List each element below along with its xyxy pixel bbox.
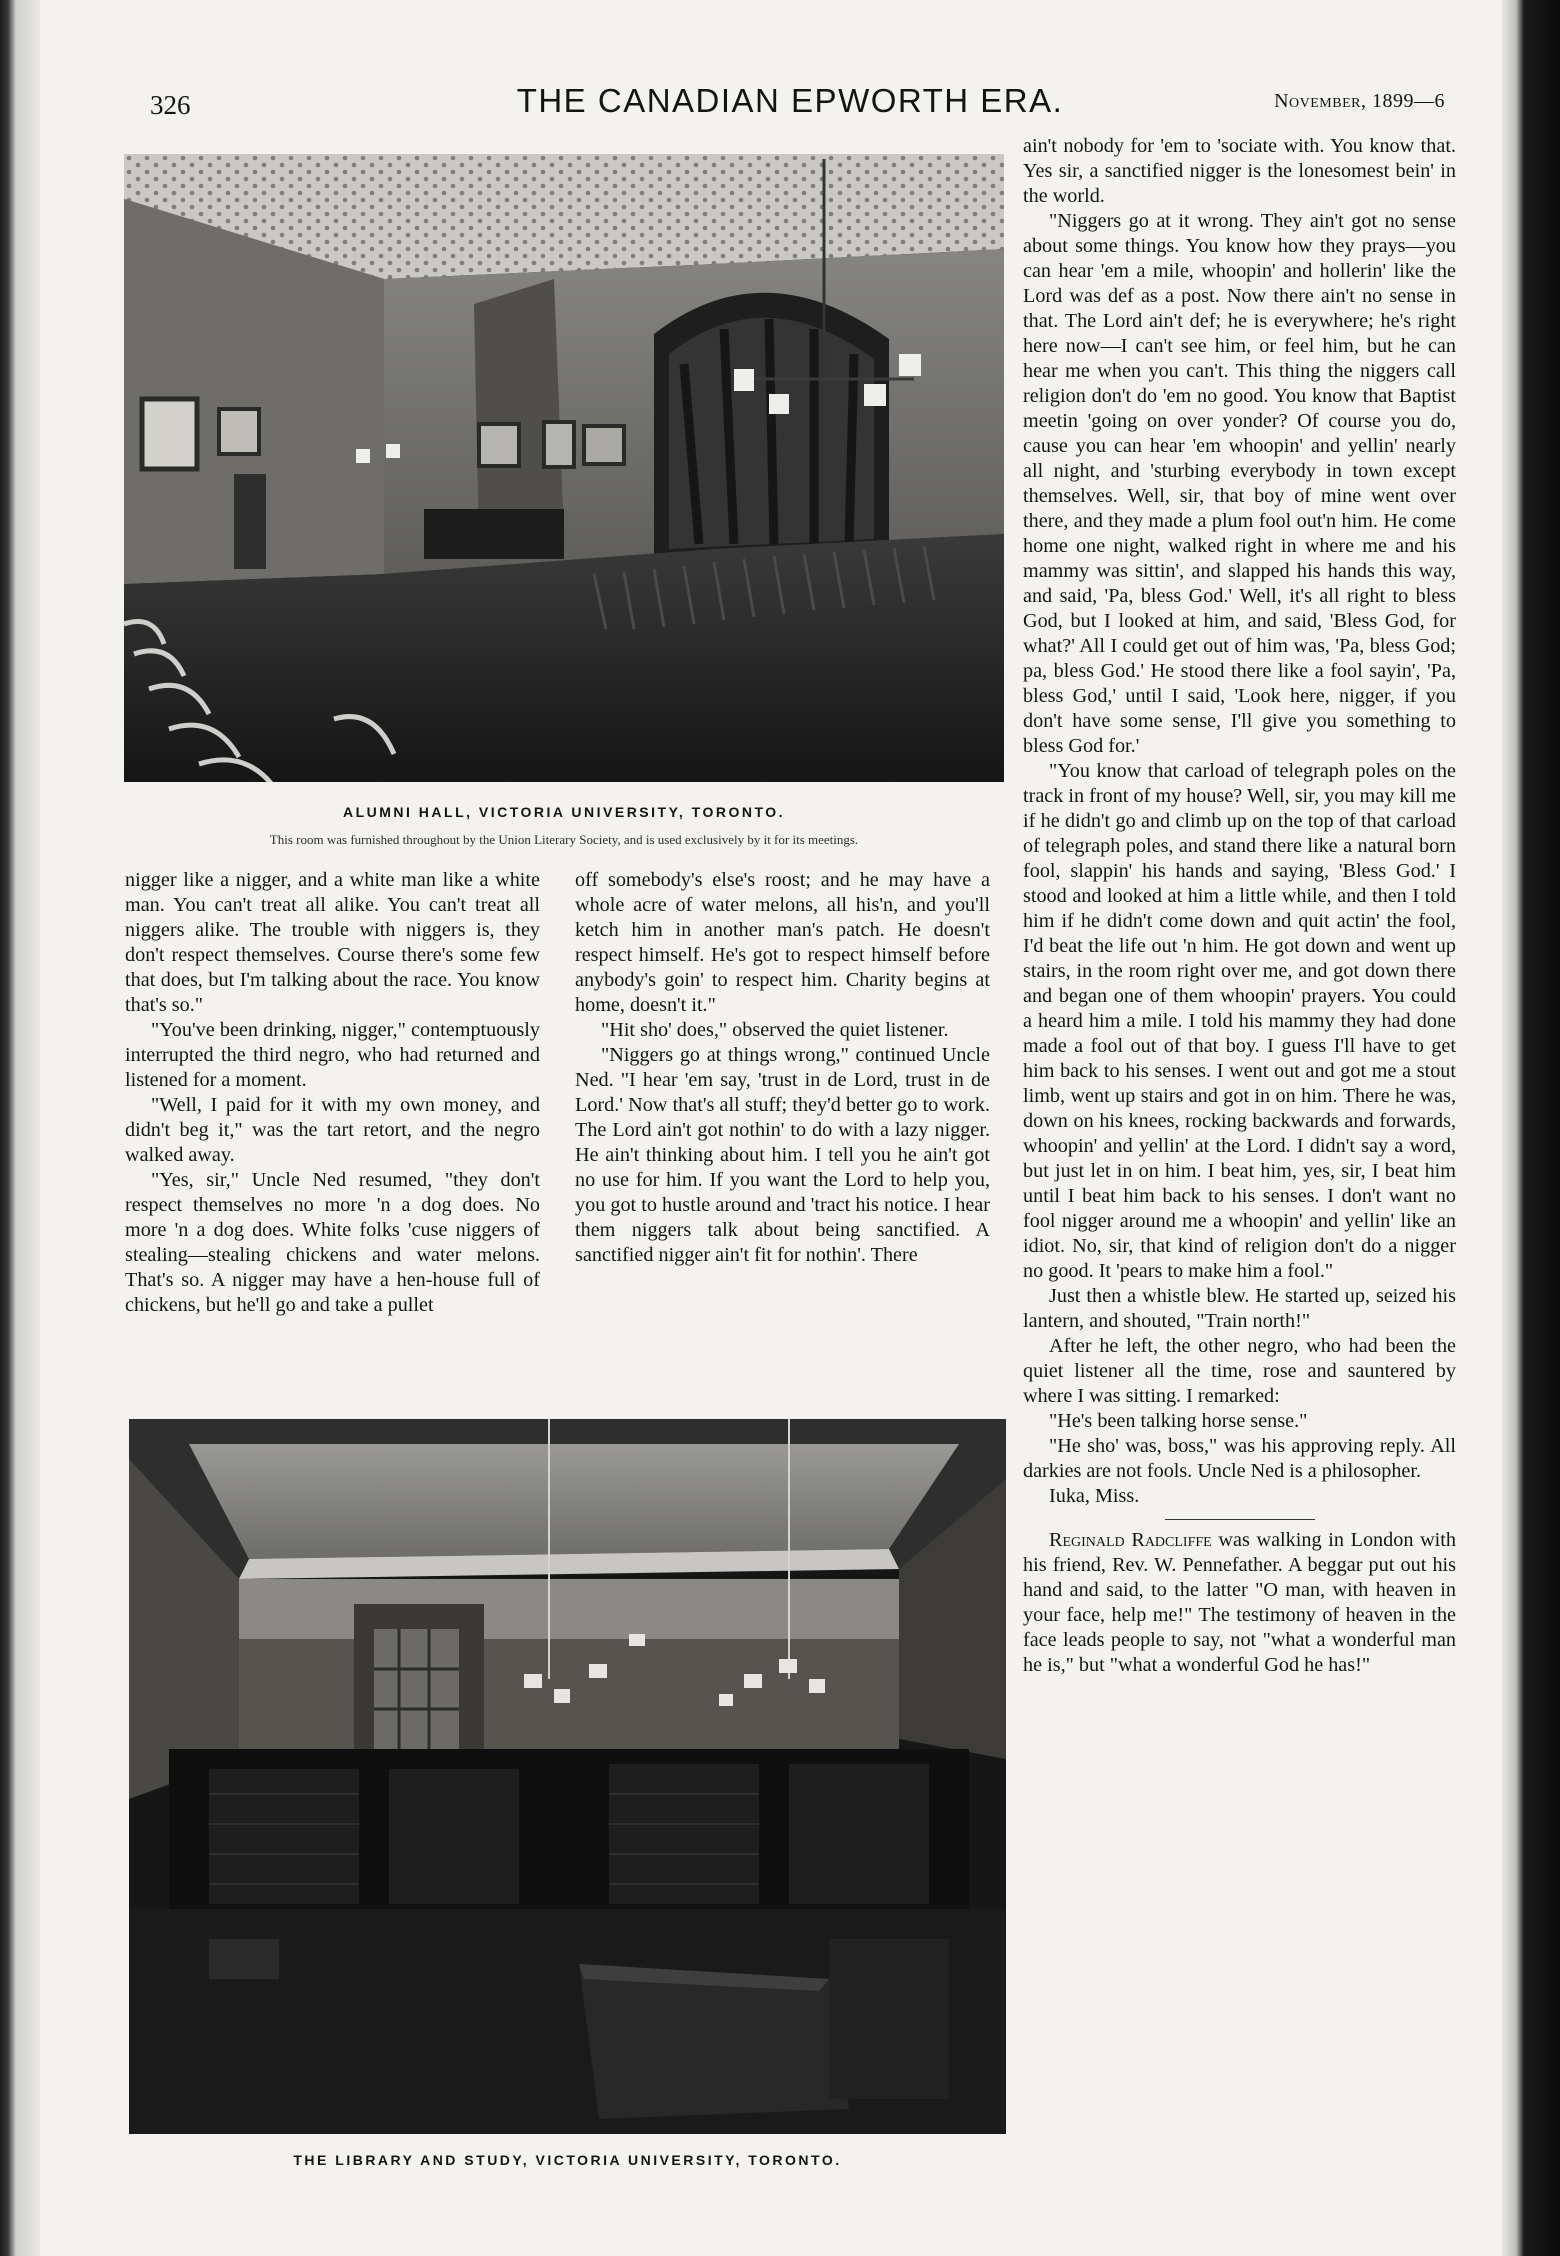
page-header xyxy=(120,82,1460,126)
text-column-left xyxy=(125,868,540,1318)
anecdote-text: was walking in London with his friend, Rev. W. Pennefather. A beggar put out his hand and said, to the latter "O man, with heaven in your face, help me!" The testimony of heaven in the face leads people to say, not "what a wonderful man he is," but "what a wonderful God he has!" xyxy=(1023,1529,1456,1676)
paragraph: "Niggers go at things wrong," continued Uncle Ned. "I hear 'em say, 'trust in de Lord, trust in de Lord.' Now that's all stuff; they'd better go to work. The Lord ain't got nothin' to do with a lazy nigger. He ain't thinking about him. I tell you he ain't got no use for him. If you want the Lord to help you, you got to hustle around and 'tract his notice. I hear them niggers talk about being sanctified. A sanctified nigger ain't fit for nothin'. There xyxy=(575,1044,990,1266)
issue-date: November, 1899—6 xyxy=(1274,90,1445,112)
text-column-right xyxy=(1023,134,1456,1678)
paragraph: "Niggers go at it wrong. They ain't got no sense about some things. You know how they prays—you can hear 'em a mile, whoopin' and hollerin' like the Lord was def as a post. Now there ain't no sense in that. The Lord ain't def; he is everywhere; he's right here now—I can't see him, or feel him, but he can hear me when you can't. This thing the niggers call religion don't do 'em no good. You know that Baptist meetin 'going on over yonder? Of course you do, cause you can hear 'em whoopin' and yellin' nearly all night, and 'sturbing everybody in town except themselves. Well, sir, that boy of mine went over there, and they made a plum fool out'n him. He come home one night, walked right in where me and his mammy was sittin', and slapped his hands this way, and said, 'Pa, bless God.' Well, it's all right to bless God, but I looked at him, and said, 'Bless God, for what?' All I could get out of him was, 'Pa, bless God; pa, bless God.' He stood there like a fool sayin', 'Pa, bless God,' until I said, 'Look here, nigger, if you don't have some sense, I'll give you something to bless God for.' xyxy=(1023,210,1456,757)
page-number: 326 xyxy=(150,90,191,120)
paragraph: Just then a whistle blew. He started up, seized his lantern, and shouted, "Train north!" xyxy=(1023,1285,1456,1332)
library-photo xyxy=(129,1419,1006,2134)
anecdote-name: Reginald Radcliffe xyxy=(1049,1529,1212,1551)
text-column-middle xyxy=(575,868,990,1268)
paragraph: "He's been talking horse sense." xyxy=(1049,1410,1308,1432)
paragraph: "He sho' was, boss," was his approving reply. All darkies are not fools. Uncle Ned is a philosopher. xyxy=(1023,1435,1456,1482)
paragraph: nigger like a nigger, and a white man like a white man. You can't treat all alike. You can't treat all niggers alike. The trouble with niggers is, they don't respect themselves. Course there's some few that does, but I'm talking about the race. You know that's so." xyxy=(125,869,540,1016)
binding-gutter-left xyxy=(0,0,40,2256)
paragraph: "You've been drinking, nigger," contemptuously interrupted the third negro, who had returned and listened for a moment. xyxy=(125,1019,540,1091)
alumni-hall-photo xyxy=(124,154,1004,782)
paragraph: ain't nobody for 'em to 'sociate with. You know that. Yes sir, a sanctified nigger is the lonesomest bein' in the world. xyxy=(1023,135,1456,207)
anecdote-paragraph xyxy=(1023,1528,1456,1678)
paragraph: After he left, the other negro, who had been the quiet listener all the time, rose and sauntered by where I was sitting. I remarked: xyxy=(1023,1335,1456,1407)
binding-gutter-right xyxy=(1502,0,1560,2256)
library-caption-title: THE LIBRARY AND STUDY, VICTORIA UNIVERSITY, TORONTO. xyxy=(293,2152,842,2168)
section-divider xyxy=(1165,1519,1315,1520)
paragraph: "Well, I paid for it with my own money, and didn't beg it," was the tart retort, and the negro walked away. xyxy=(125,1094,540,1166)
alumni-hall-caption-text: This room was furnished throughout by the Union Literary Society, and is used exclusively by it for its meetings. xyxy=(269,832,859,847)
signature: Iuka, Miss. xyxy=(1049,1485,1140,1507)
paragraph: "You know that carload of telegraph poles on the track in front of my house? Well, sir, you may kill me if he didn't go and climb up on the top of that carload of telegraph poles, and stand there like a natural born fool, slappin' his hands and saying, 'Bless God.' I stood and looked at him a little while, and then I told him if he didn't come down and quit actin' the fool, I'd beat the life out 'n him. He got down and went up stairs, in the room right over me, and got down there and began one of them whoopin' prayers. You could a heard him a mile. I told his mammy they had done made a fool out of that boy. I guess I'll have to get him back to his senses. I went out and got me a stout limb, went up stairs and got in on him. There he was, down on his knees, rocking backwards and forwards, whoopin' and yellin' at the Lord. I didn't say a word, but just let in on him. I beat him, yes, sir, I beat him until I beat him back to his senses. I don't want no fool nigger around me a whoopin' and yellin' like an idiot. No, sir, that kind of religion don't do a nigger no good. It 'pears to make him a fool." xyxy=(1023,760,1456,1282)
paragraph: "Hit sho' does," observed the quiet listener. xyxy=(601,1019,949,1041)
paragraph: "Yes, sir," Uncle Ned resumed, "they don't respect themselves no more 'n a dog does. No more 'n a dog does. White folks 'cuse niggers of stealing—stealing chickens and water melons. That's so. A nigger may have a hen-house full of chickens, but he'll go and take a pullet xyxy=(125,1169,540,1316)
paragraph: off somebody's else's roost; and he may have a whole acre of water melons, all his'n, and you'll ketch him in another man's patch. He doesn't respect himself. He's got to respect himself before anybody's goin' to respect him. Charity begins at home, doesn't it." xyxy=(575,869,990,1016)
masthead: THE CANADIAN EPWORTH ERA. xyxy=(516,82,1064,119)
alumni-hall-caption-title: ALUMNI HALL, VICTORIA UNIVERSITY, TORONTO. xyxy=(342,804,786,820)
